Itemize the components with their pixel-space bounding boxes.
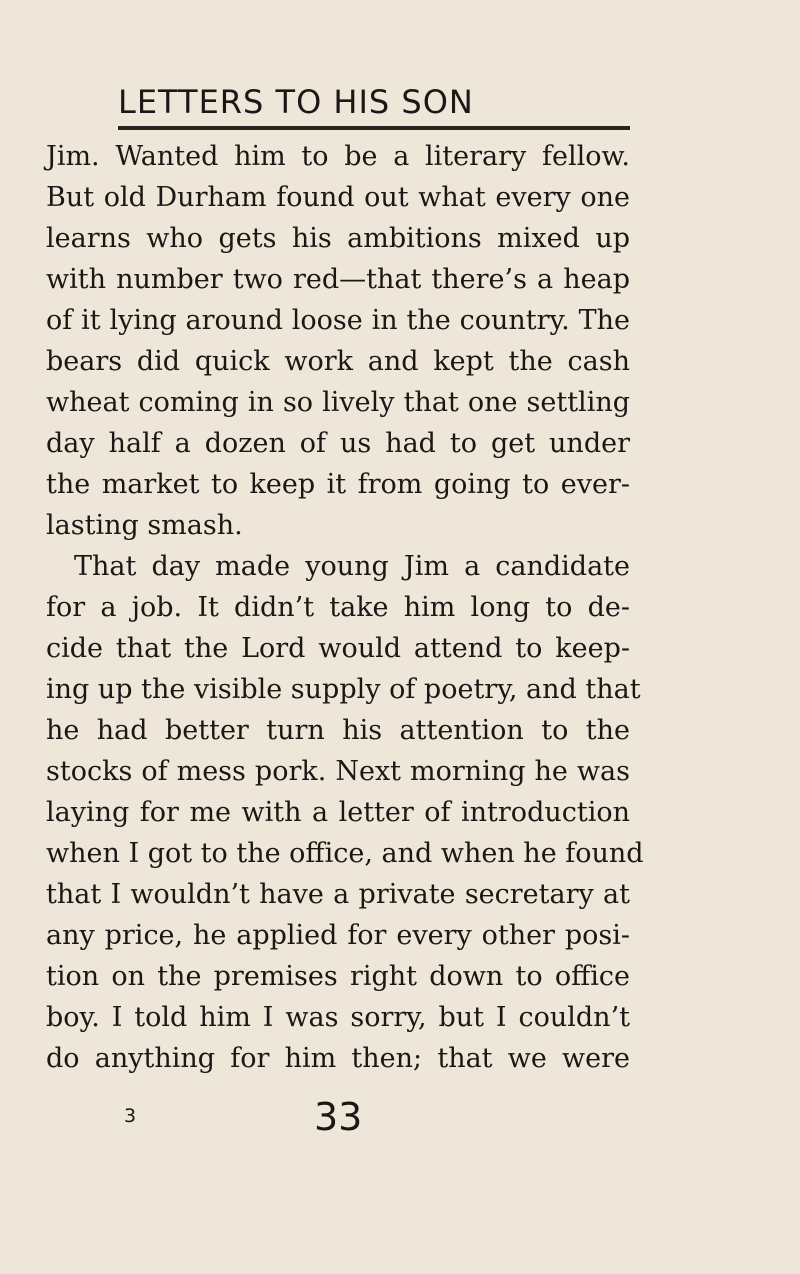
text-line: any price, he applied for every other posi- xyxy=(46,920,630,951)
text-line: But old Durham found out what every one xyxy=(46,182,630,213)
text-line: when I got to the office, and when he found xyxy=(46,838,644,869)
text-line: ing up the visible supply of poetry, and that xyxy=(46,674,641,705)
header-rule xyxy=(118,126,630,130)
text-line: bears did quick work and kept the cash xyxy=(46,346,630,377)
text-line: the market to keep it from going to ever- xyxy=(46,469,630,500)
text-line: that I wouldn’t have a private secretary at xyxy=(46,879,630,910)
text-line: laying for me with a letter of introduction xyxy=(46,797,630,828)
text-line: do anything for him then; that we were xyxy=(46,1043,630,1074)
text-line: learns who gets his ambitions mixed up xyxy=(46,223,630,254)
text-line: wheat coming in so lively that one settling xyxy=(46,387,630,418)
text-line: lasting smash. xyxy=(46,510,243,541)
text-line: cide that the Lord would attend to keep- xyxy=(46,633,630,664)
text-line: he had better turn his attention to the xyxy=(46,715,630,746)
running-head: LETTERS TO HIS SON xyxy=(118,83,474,121)
page-number: 33 xyxy=(314,1095,363,1139)
text-line: tion on the premises right down to office xyxy=(46,961,630,992)
text-line: with number two red—that there’s a heap xyxy=(46,264,630,295)
text-line: day half a dozen of us had to get under xyxy=(46,428,630,459)
text-line: for a job. It didn’t take him long to de- xyxy=(46,592,630,623)
text-line: stocks of mess pork. Next morning he was xyxy=(46,756,630,787)
text-line: That day made young Jim a candidate xyxy=(74,551,630,582)
text-line: of it lying around loose in the country. The xyxy=(46,305,630,336)
signature-mark: 3 xyxy=(124,1105,137,1127)
text-line: boy. I told him I was sorry, but I couldn’t xyxy=(46,1002,630,1033)
text-line: Jim. Wanted him to be a literary fellow. xyxy=(46,141,630,172)
body-text xyxy=(46,136,644,1079)
